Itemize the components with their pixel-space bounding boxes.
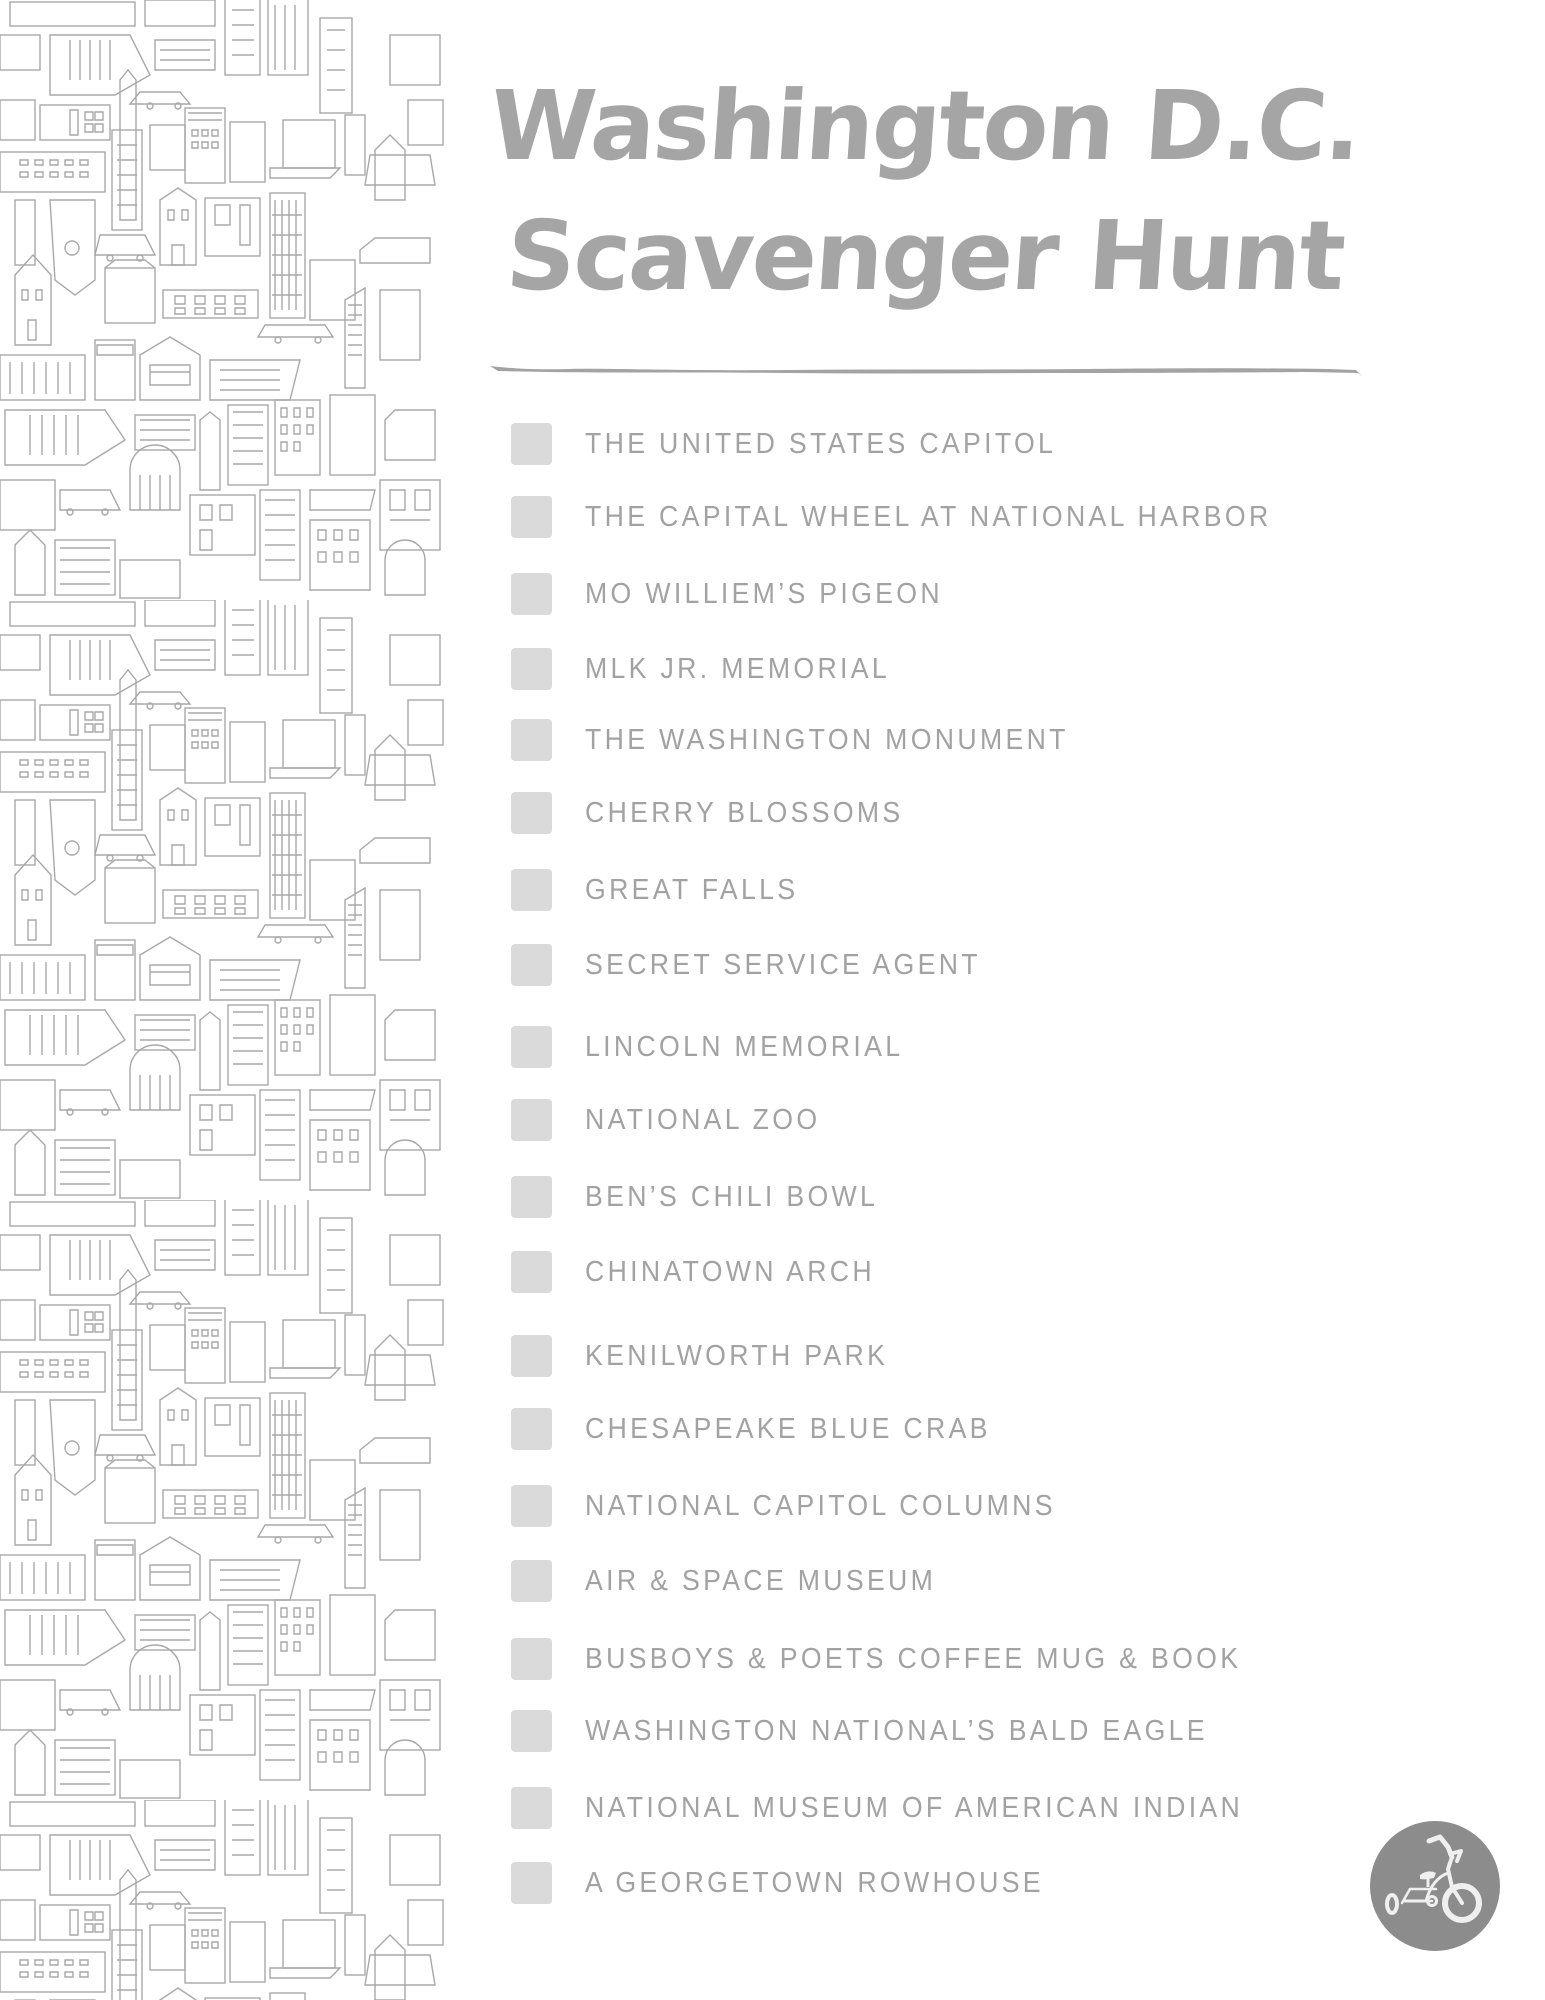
checklist-item[interactable] bbox=[511, 1485, 1391, 1527]
checkbox[interactable] bbox=[511, 1787, 552, 1829]
checkbox[interactable] bbox=[511, 1408, 552, 1450]
checklist-item[interactable] bbox=[511, 1335, 1391, 1377]
checkbox[interactable] bbox=[511, 1251, 552, 1293]
item-label: A GEORGETOWN ROWHOUSE bbox=[585, 1866, 1044, 1899]
checkbox[interactable] bbox=[511, 719, 552, 761]
checkbox[interactable] bbox=[511, 792, 552, 834]
checkbox[interactable] bbox=[511, 1710, 552, 1752]
city-buildings-pattern bbox=[0, 0, 445, 2000]
checkbox[interactable] bbox=[511, 423, 552, 465]
checkbox[interactable] bbox=[511, 1099, 552, 1141]
item-label: SECRET SERVICE AGENT bbox=[585, 948, 981, 981]
checklist-item[interactable] bbox=[511, 944, 1391, 986]
item-label: AIR & SPACE MUSEUM bbox=[585, 1564, 937, 1597]
checklist-item[interactable] bbox=[511, 1026, 1391, 1068]
checklist-item[interactable] bbox=[511, 1408, 1391, 1450]
page-title-line1: Washington D.C. bbox=[486, 70, 1364, 182]
item-label: CHESAPEAKE BLUE CRAB bbox=[585, 1412, 991, 1445]
item-label: GREAT FALLS bbox=[585, 873, 799, 906]
checklist-item[interactable] bbox=[511, 1862, 1391, 1904]
item-label: CHERRY BLOSSOMS bbox=[585, 796, 904, 829]
item-label: KENILWORTH PARK bbox=[585, 1339, 889, 1372]
checkbox[interactable] bbox=[511, 648, 552, 690]
checkbox[interactable] bbox=[511, 1862, 552, 1904]
checkbox[interactable] bbox=[511, 1026, 552, 1068]
page-title-line2: Scavenger Hunt bbox=[502, 200, 1348, 312]
checkbox[interactable] bbox=[511, 1560, 552, 1602]
item-label: THE UNITED STATES CAPITOL bbox=[585, 427, 1057, 460]
item-label: BEN’S CHILI BOWL bbox=[585, 1180, 879, 1213]
item-label: BUSBOYS & POETS COFFEE MUG & BOOK bbox=[585, 1642, 1242, 1675]
checklist-item[interactable] bbox=[511, 1787, 1391, 1829]
item-label: CHINATOWN ARCH bbox=[585, 1255, 875, 1288]
item-label: LINCOLN MEMORIAL bbox=[585, 1030, 904, 1063]
checklist-item[interactable] bbox=[511, 792, 1391, 834]
checklist-item[interactable] bbox=[511, 573, 1391, 615]
checklist-item[interactable] bbox=[511, 1710, 1391, 1752]
checkbox[interactable] bbox=[511, 869, 552, 911]
checklist-item[interactable] bbox=[511, 869, 1391, 911]
brush-divider bbox=[488, 362, 1364, 378]
checkbox[interactable] bbox=[511, 1176, 552, 1218]
item-label: MO WILLIEM’S PIGEON bbox=[585, 577, 943, 610]
item-label: NATIONAL ZOO bbox=[585, 1103, 821, 1136]
checklist-item[interactable] bbox=[511, 719, 1391, 761]
item-label: THE WASHINGTON MONUMENT bbox=[585, 723, 1069, 756]
checklist-item[interactable] bbox=[511, 423, 1391, 465]
checkbox[interactable] bbox=[511, 1638, 552, 1680]
item-label: WASHINGTON NATIONAL’S BALD EAGLE bbox=[585, 1714, 1208, 1747]
checkbox[interactable] bbox=[511, 944, 552, 986]
logo-badge bbox=[1370, 1821, 1500, 1951]
item-label: NATIONAL CAPITOL COLUMNS bbox=[585, 1489, 1056, 1522]
checklist-item[interactable] bbox=[511, 496, 1391, 538]
checklist-item[interactable] bbox=[511, 1638, 1391, 1680]
checklist-item[interactable] bbox=[511, 648, 1391, 690]
checklist-item[interactable] bbox=[511, 1251, 1391, 1293]
item-label: THE CAPITAL WHEEL AT NATIONAL HARBOR bbox=[585, 500, 1272, 533]
checklist-item[interactable] bbox=[511, 1099, 1391, 1141]
city-pattern-panel bbox=[0, 0, 445, 2000]
checkbox[interactable] bbox=[511, 496, 552, 538]
item-label: NATIONAL MUSEUM OF AMERICAN INDIAN bbox=[585, 1791, 1244, 1824]
checkbox[interactable] bbox=[511, 1485, 552, 1527]
tricycle-icon bbox=[1370, 1821, 1500, 1951]
checklist-item[interactable] bbox=[511, 1176, 1391, 1218]
item-label: MLK JR. MEMORIAL bbox=[585, 652, 891, 685]
checkbox[interactable] bbox=[511, 573, 552, 615]
checklist-item[interactable] bbox=[511, 1560, 1391, 1602]
checkbox[interactable] bbox=[511, 1335, 552, 1377]
